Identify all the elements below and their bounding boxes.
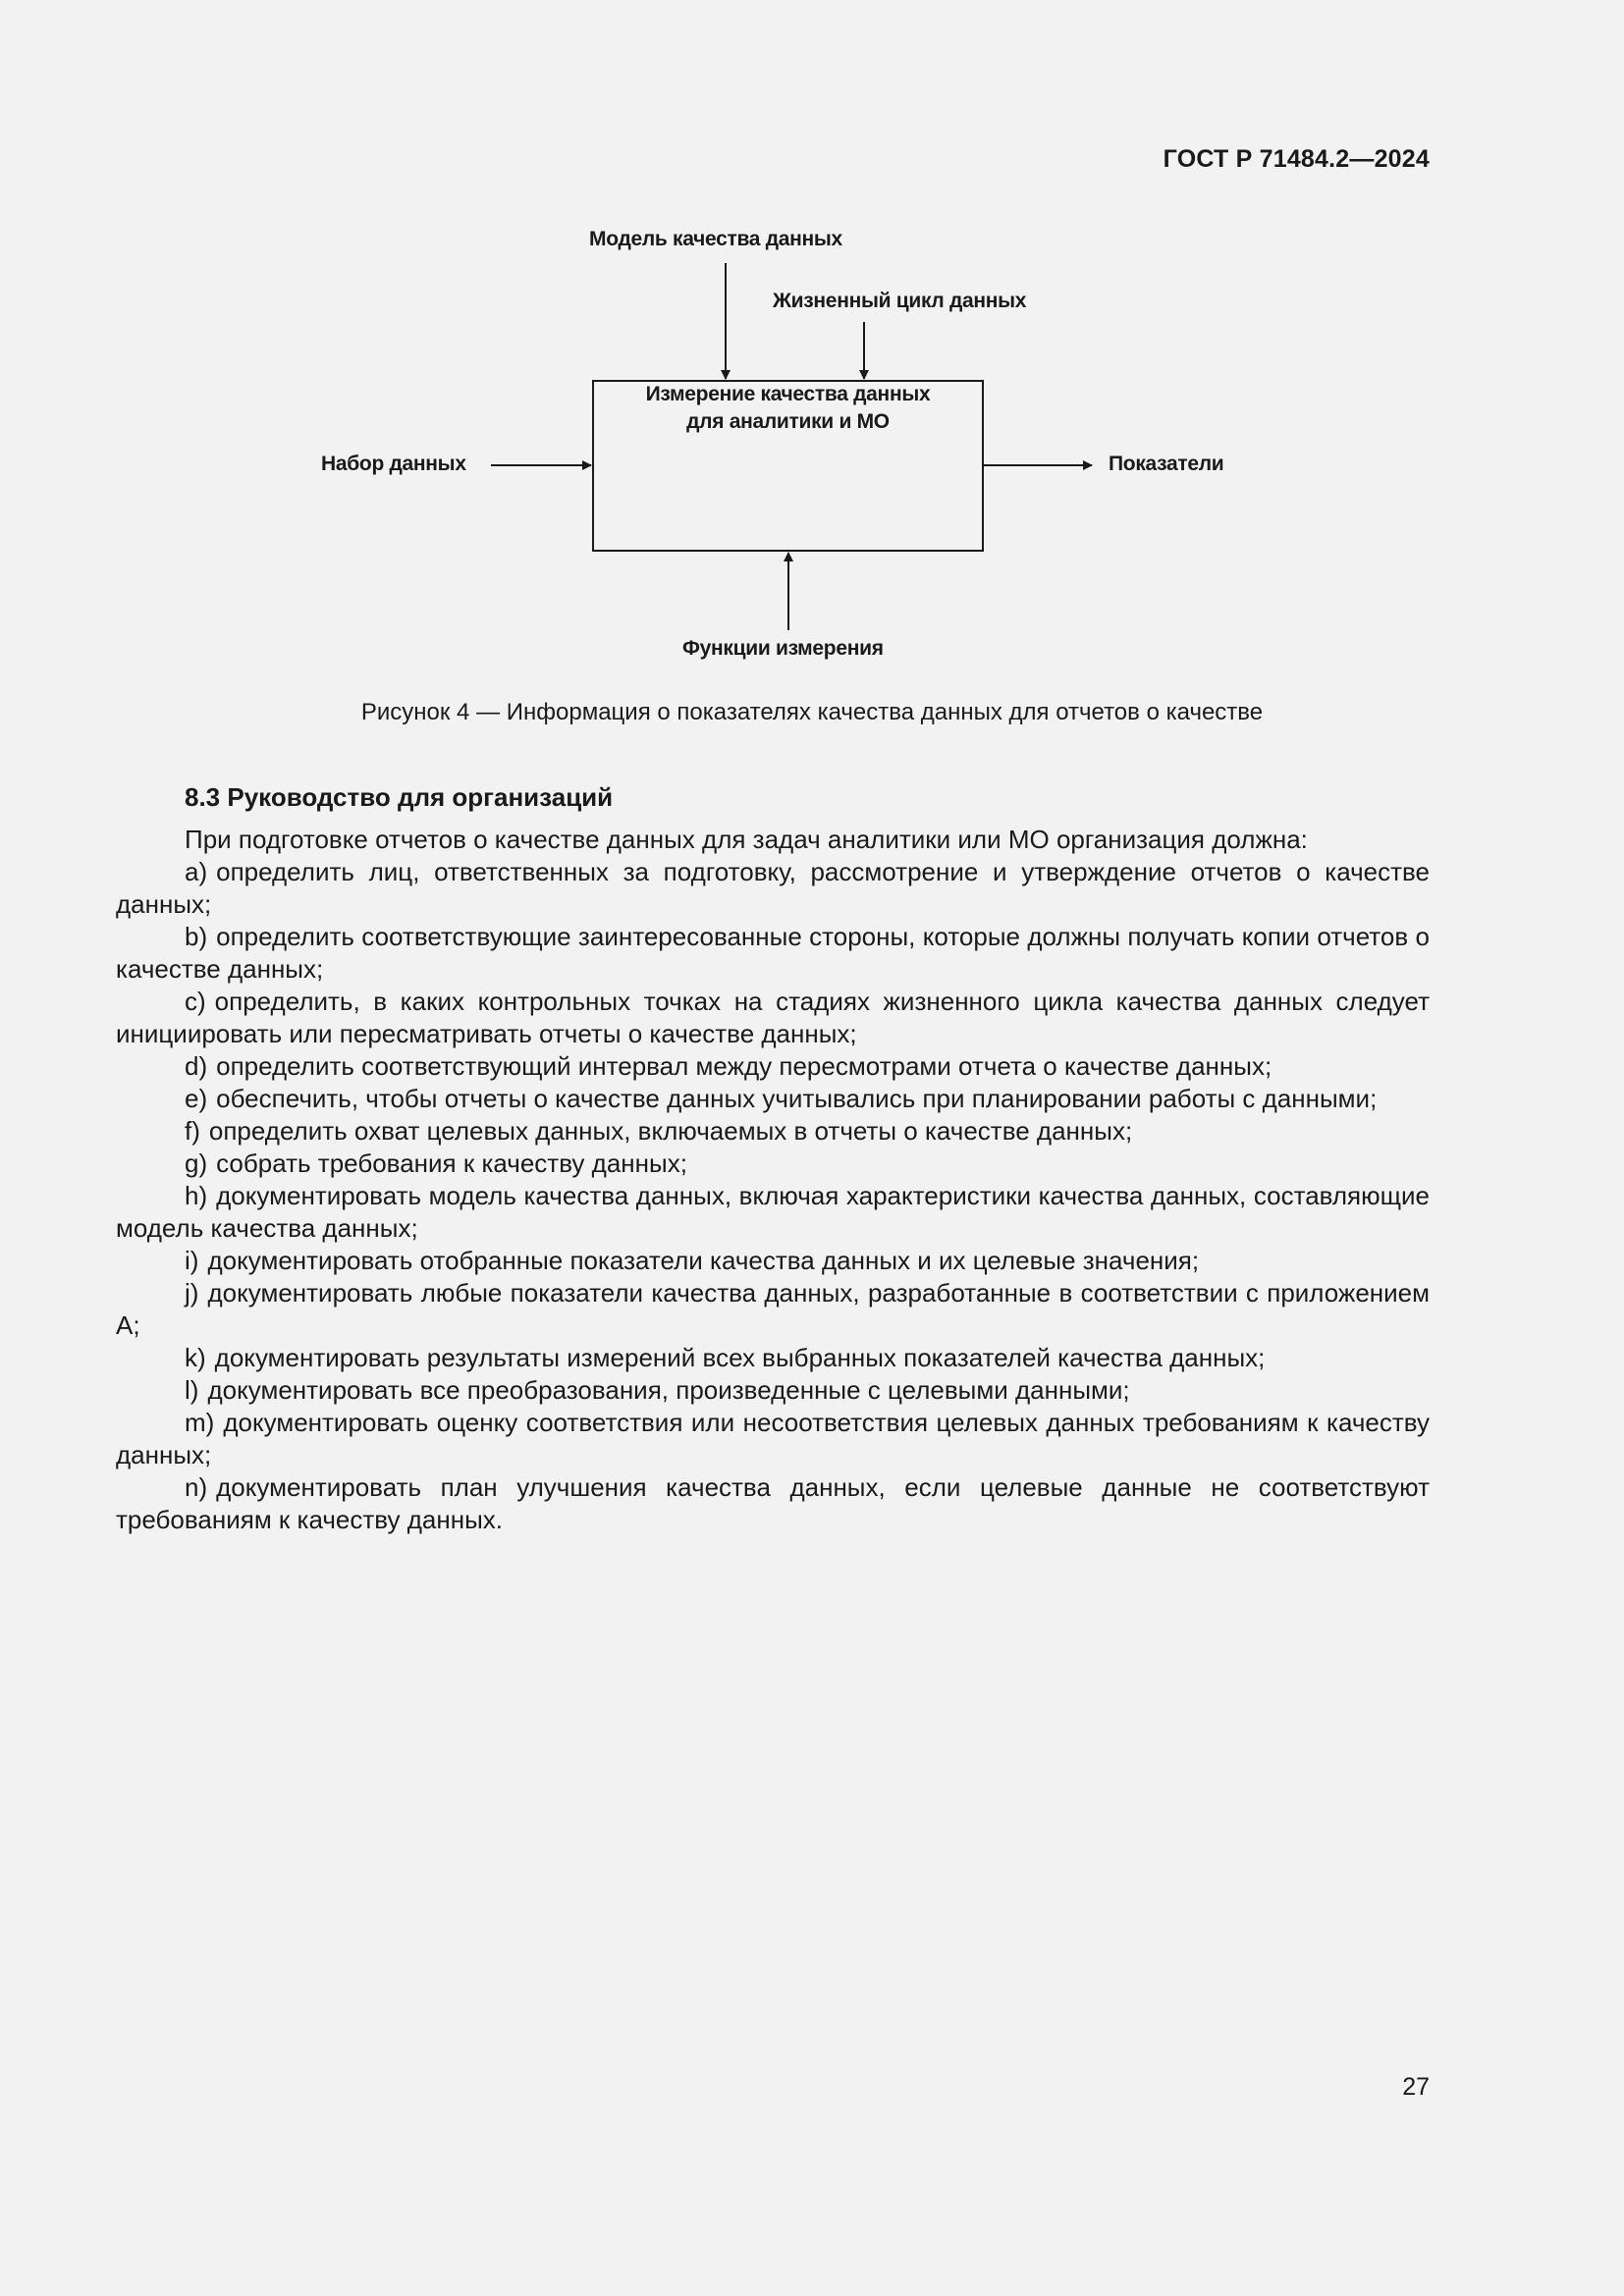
list-item: [116, 1245, 1430, 1277]
list-item: [116, 986, 1430, 1050]
list-item: [116, 1342, 1430, 1374]
list-text: документировать модель качества данных, включая характеристики качества данных, составляющие модель качества данных;: [116, 1181, 1430, 1243]
document-number: ГОСТ Р 71484.2—2024: [1163, 145, 1430, 173]
list-text: документировать отобранные показатели качества данных и их целевые значения;: [207, 1246, 1200, 1275]
list-marker: k): [185, 1343, 206, 1372]
list-item: [116, 1115, 1430, 1148]
control-label-lifecycle: Жизненный цикл данных: [773, 290, 1027, 312]
diagram-graphics: [295, 216, 1276, 677]
list-marker: f): [185, 1116, 200, 1146]
list-text: определить охват целевых данных, включаемых в отчеты о качестве данных;: [208, 1116, 1133, 1146]
list-text: документировать план улучшения качества данных, если целевые данные не соответствуют требованиям к качеству данных.: [116, 1472, 1430, 1534]
list-text: определить соответствующие заинтересованные стороны, которые должны получать копии отчетов о качестве данных;: [116, 922, 1430, 984]
list-marker: b): [185, 922, 208, 951]
activity-label-line-1: Измерение качества данных: [645, 383, 931, 405]
list-text: определить, в каких контрольных точках на стадиях жизненного цикла качества данных следует инициировать или пересматривать отчеты о качестве данных;: [116, 987, 1430, 1048]
list-item: [116, 1083, 1430, 1115]
list-text: определить соответствующий интервал между пересмотрами отчета о качестве данных;: [216, 1051, 1272, 1081]
list-text: документировать результаты измерений всех выбранных показателей качества данных;: [214, 1343, 1266, 1372]
list-text: определить лиц, ответственных за подготовку, рассмотрение и утверждение отчетов о качестве данных;: [116, 857, 1430, 919]
list-item: [116, 856, 1430, 921]
activity-label-line-2: для аналитики и МО: [686, 410, 890, 433]
list-text: собрать требования к качеству данных;: [216, 1148, 687, 1178]
list-marker: e): [185, 1084, 208, 1113]
list-item: [116, 921, 1430, 986]
input-label: Набор данных: [321, 453, 466, 475]
section-title: 8.3 Руководство для организаций: [185, 782, 614, 812]
list-item: [116, 1180, 1430, 1245]
page-number: 27: [1402, 2073, 1430, 2101]
list-item: [116, 1407, 1430, 1471]
list-item: [116, 1277, 1430, 1342]
list-item: [116, 1374, 1430, 1407]
list-item: [116, 1050, 1430, 1083]
figure-caption: Рисунок 4 — Информация о показателях качества данных для отчетов о качестве: [360, 699, 1264, 725]
list-text: документировать любые показатели качества данных, разработанные в соответствии с приложением А;: [116, 1278, 1430, 1340]
idef0-diagram: [295, 216, 1276, 677]
list-marker: a): [185, 857, 208, 886]
list-marker: m): [185, 1408, 215, 1437]
list-marker: c): [185, 987, 206, 1016]
list-text: документировать все преобразования, произведенные с целевыми данными;: [207, 1375, 1130, 1405]
control-label-model: Модель качества данных: [589, 228, 842, 250]
list-marker: n): [185, 1472, 208, 1502]
list-marker: g): [185, 1148, 208, 1178]
activity-label: [594, 381, 982, 436]
section-intro: При подготовке отчетов о качестве данных для задач аналитики или МО организация должна:: [185, 825, 1308, 854]
list-text: обеспечить, чтобы отчеты о качестве данных учитывались при планировании работы с данными;: [216, 1084, 1378, 1113]
list-marker: h): [185, 1181, 208, 1210]
list-marker: d): [185, 1051, 208, 1081]
list-marker: i): [185, 1246, 199, 1275]
list-item: [116, 1148, 1430, 1180]
list-marker: l): [185, 1375, 199, 1405]
list-item: [116, 1471, 1430, 1536]
mechanism-label: Функции измерения: [682, 637, 884, 660]
output-label: Показатели: [1109, 453, 1224, 475]
list-marker: j): [185, 1278, 199, 1308]
section-content: [116, 781, 1430, 1536]
list-text: документировать оценку соответствия или несоответствия целевых данных требованиям к качеству данных;: [116, 1408, 1430, 1469]
